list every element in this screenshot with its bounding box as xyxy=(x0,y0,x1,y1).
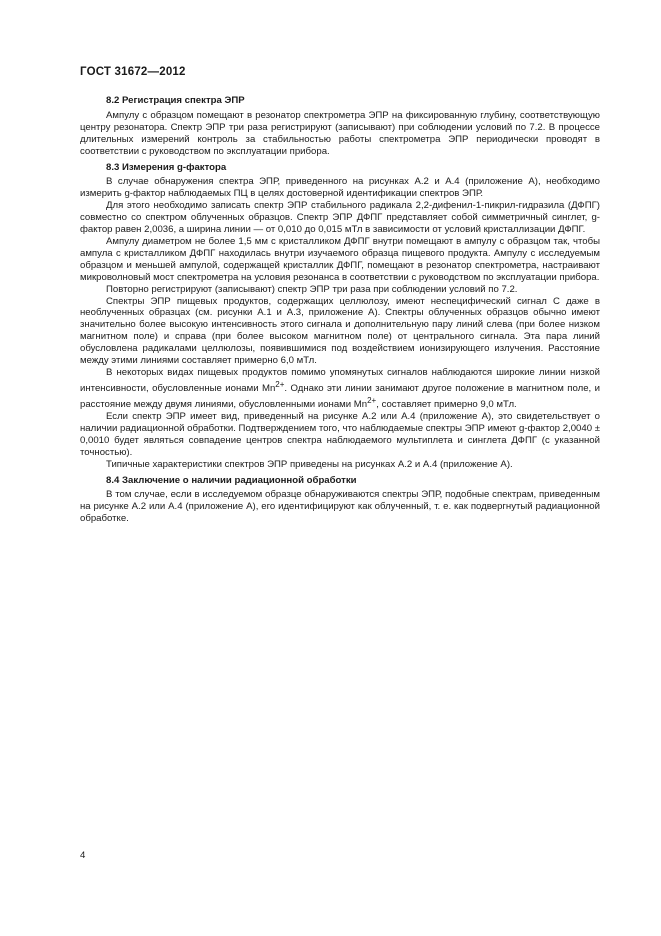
paragraph: Типичные характеристики спектров ЭПР приведены на рисунках А.2 и А.4 (приложение А). xyxy=(106,458,513,470)
section-heading-8-2: 8.2 Регистрация спектра ЭПР xyxy=(106,95,245,106)
section-heading-8-4: 8.4 Заключение о наличии радиационной обработки xyxy=(106,474,357,486)
superscript: 2+ xyxy=(367,395,377,405)
superscript: 2+ xyxy=(275,379,285,389)
text-run: В некоторых видах пищевых продуктов помимо упомянутых сигналов наблюдаются широкие линии низкой интенсивности, обусловленные ионами Mn xyxy=(80,366,600,395)
section-heading-8-3: 8.3 Измерения g-фактора xyxy=(106,161,227,173)
paragraph: В случае обнаружения спектра ЭПР, приведенного на рисунках А.2 и А.4 (приложение А), необходимо измерить g-фактор наблюдаемых ПЦ в целях достоверной идентификации спектров ЭПР. xyxy=(80,176,600,200)
page-number: 4 xyxy=(80,850,86,861)
paragraph: Спектры ЭПР пищевых продуктов, содержащих целлюлозу, имеют неспецифический сигнал С даже в необлученных образцах (см. рисунки А.1 и А.3, приложение А). Спектры облученных образцов обычно имеют значительно более высокую интенсивность этого сигнала и дополнительную пару линий слева (при более низком магнитном поле) и справа (при более высоком магнитном поле) от центрального сигнала. Эта пара линий обусловлена радикалами целлюлозы, появившимися под воздействием ионизирующего излучения. Расстояние между этими линиями составляет примерно 6,0 мТл. xyxy=(80,295,600,367)
paragraph: Если спектр ЭПР имеет вид, приведенный на рисунке А.2 или А.4 (приложение А), это свидетельствует о наличии радиационной обработки. Подтверждением того, что наблюдаемые спектры ЭПР имеют g-фактор 2,0040 ± 0,0010 будет являться совпадение центров спектра наблюдаемого мультиплета и синглета ДФПГ (с указанной точностью). xyxy=(80,411,600,458)
paragraph: Ампулу с образцом помещают в резонатор спектрометра ЭПР на фиксированную глубину, соответствующую центру резонатора. Спектр ЭПР три раза регистрируют (записывают) при соблюдении условий по 7.2. В процессе длительных измерений контроль за стабильностью работы спектрометра ЭПР периодически проводят в соответствии с руководством по эксплуатации прибора. xyxy=(80,109,600,157)
paragraph: В том случае, если в исследуемом образце обнаруживаются спектры ЭПР, подобные спектрам, приведенным на рисунке А.2 или А.4 (приложение А), его идентифицируют как облученный, т. е. как подвергнутый радиационной обработке. xyxy=(80,489,600,525)
paragraph-manganese xyxy=(80,367,600,411)
paragraph: Повторно регистрируют (записывают) спектр ЭПР три раза при соблюдении условий по 7.2. xyxy=(106,283,518,295)
text-run: , составляет примерно 9,0 мТл. xyxy=(376,399,517,411)
paragraph: Для этого необходимо записать спектр ЭПР стабильного радикала 2,2-дифенил-1-пикрил-гидразила (ДФПГ) совместно со спектром облученных образцов. Спектр ЭПР ДФПГ представляет собой симметричный синглет, g-фактор равен 2,0036, а ширина линии — от 0,010 до 0,015 мТл в зависимости от условий кристаллизации ДФПГ. xyxy=(80,200,600,236)
paragraph: Ампулу диаметром не более 1,5 мм с кристалликом ДФПГ внутри помещают в ампулу с образцом так, чтобы ампула с кристалликом ДФПГ находилась внутри изучаемого образца пищевого продукта. Ампулу с исследуемым образцом и меньшей ампулой, содержащей кристаллик ДФПГ, помещают в резонатор спектрометра, настраивают микроволновый мост спектрометра на условия резонанса в соответствии с руководством по эксплуатации прибора. xyxy=(80,235,600,283)
text-run: . Однако эти линии занимают другое положение в магнитном поле, и расстояние между двумя линиями, обусловленными ионами Mn xyxy=(80,383,600,411)
document-body xyxy=(80,95,600,525)
document-header: ГОСТ 31672—2012 xyxy=(80,66,186,78)
